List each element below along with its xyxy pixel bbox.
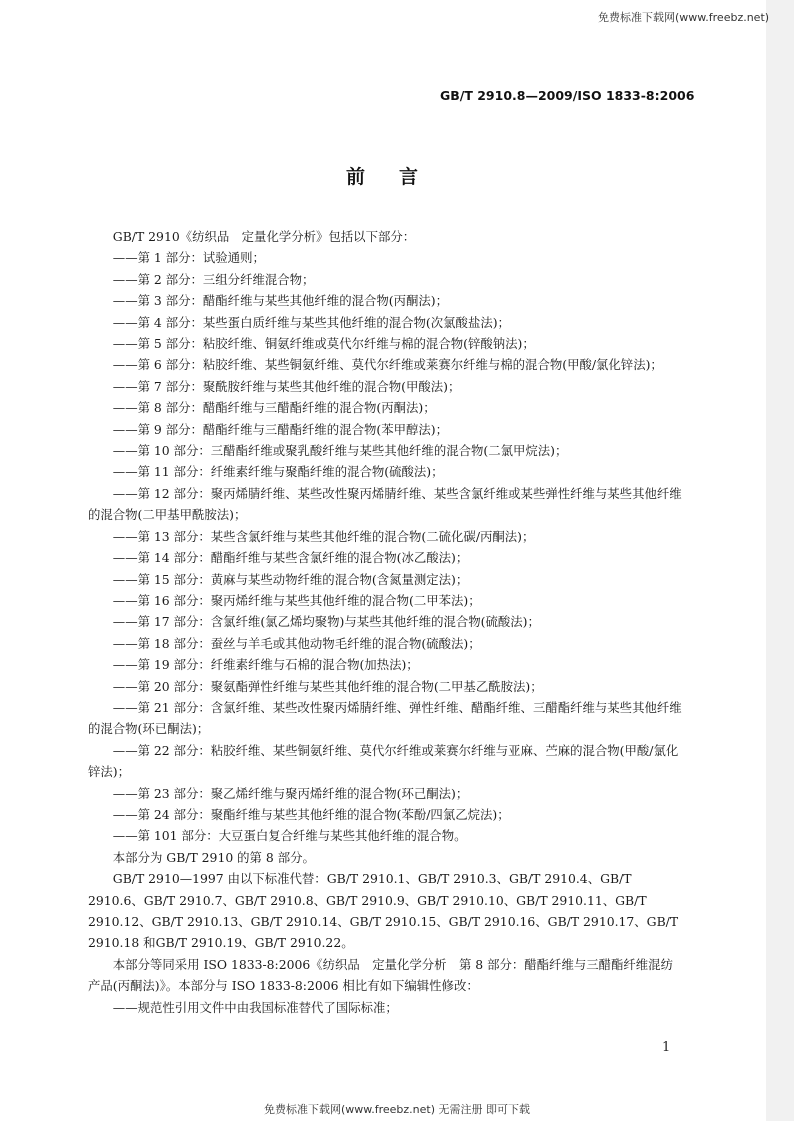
list-item: ——第 2 部分：三组分纤维混合物； <box>112 271 315 287</box>
list-item: ——第 101 部分：大豆蛋白复合纤维与某些其他纤维的混合物。 <box>112 828 467 844</box>
list-item: ——第 17 部分：含氯纤维(氯乙烯均聚物)与某些其他纤维的混合物(硫酸法)； <box>112 614 540 630</box>
watermark-bottom: 免费标准下载网(www.freebz.net) 无需注册 即可下载 <box>263 1103 531 1116</box>
page-title: 前言 <box>345 166 452 188</box>
replaces-paragraph: GB/T 2910—1997 由以下标准代替：GB/T 2910.1、GB/T 2910.3、GB/T 2910.4、GB/T 2910.6、GB/T 2910.7、GB/T 2910.8、GB/T 2910.9、GB/T 2910.10、GB/T 2910.11、GB/T 2910.12、GB/T 2910.13、GB/T 2910.14、GB/T 2910.15、GB/T 2910.16、GB/T 2910.17、GB/T 2910.18 和GB/T 2910.19、GB/T 2910.22。 <box>88 871 679 951</box>
foreword-body <box>88 226 682 1018</box>
modification-item: ——规范性引用文件中由我国标准替代了国际标准； <box>112 999 398 1015</box>
list-item: ——第 12 部分：聚丙烯腈纤维、某些改性聚丙烯腈纤维、某些含氯纤维或某些弹性纤维与某些其他纤维的混合物(二甲基甲酰胺法)； <box>88 485 682 523</box>
list-item: ——第 11 部分：纤维素纤维与聚酯纤维的混合物(硫酸法)； <box>112 464 444 480</box>
list-item: ——第 13 部分：某些含氯纤维与某些其他纤维的混合物(二硫化碳/丙酮法)； <box>112 528 535 544</box>
list-item: ——第 9 部分：醋酯纤维与三醋酯纤维的混合物(苯甲醇法)； <box>112 421 448 437</box>
scan-edge-strip <box>766 0 794 1121</box>
watermark-top: 免费标准下载网(www.freebz.net) <box>598 11 770 24</box>
adoption-paragraph: 本部分等同采用 ISO 1833-8:2006《纺织品 定量化学分析 第 8 部分：醋酯纤维与三醋酯纤维混纺产品(丙酮法)》。本部分与 ISO 1833-8:2006 相比有如下编辑性修改： <box>88 956 673 994</box>
standard-number: GB/T 2910.8—2009/ISO 1833-8:2006 <box>440 88 695 103</box>
list-item: ——第 15 部分：黄麻与某些动物纤维的混合物(含氮量测定法)； <box>112 571 469 587</box>
list-item: ——第 5 部分：粘胶纤维、铜氨纤维或莫代尔纤维与棉的混合物(锌酸钠法)； <box>112 336 535 352</box>
list-item: ——第 18 部分：蚕丝与羊毛或其他动物毛纤维的混合物(硫酸法)； <box>112 635 481 651</box>
list-item: ——第 16 部分：聚丙烯纤维与某些其他纤维的混合物(二甲苯法)； <box>112 592 481 608</box>
list-item: ——第 1 部分：试验通则； <box>112 250 265 266</box>
intro-paragraph: GB/T 2910《纺织品 定量化学分析》包括以下部分： <box>112 229 416 244</box>
list-item: ——第 4 部分：某些蛋白质纤维与某些其他纤维的混合物(次氯酸盐法)； <box>112 314 510 330</box>
list-item: ——第 3 部分：醋酯纤维与某些其他纤维的混合物(丙酮法)； <box>112 293 448 309</box>
list-item: ——第 7 部分：聚酰胺纤维与某些其他纤维的混合物(甲酸法)； <box>112 378 461 394</box>
list-item: ——第 19 部分：纤维素纤维与石棉的混合物(加热法)； <box>112 657 419 673</box>
list-item: ——第 10 部分：三醋酯纤维或聚乳酸纤维与某些其他纤维的混合物(二氯甲烷法)； <box>112 443 568 459</box>
page-number: 1 <box>662 1040 671 1055</box>
list-item: ——第 21 部分：含氯纤维、某些改性聚丙烯腈纤维、弹性纤维、醋酯纤维、三醋酯纤维与某些其他纤维的混合物(环已酮法)； <box>88 699 682 737</box>
parts-list <box>88 247 682 846</box>
list-item: ——第 24 部分：聚酯纤维与某些其他纤维的混合物(苯酚/四氯乙烷法)； <box>112 806 510 822</box>
list-item: ——第 23 部分：聚乙烯纤维与聚丙烯纤维的混合物(环己酮法)； <box>112 785 469 801</box>
list-item: ——第 6 部分：粘胶纤维、某些铜氨纤维、莫代尔纤维或莱赛尔纤维与棉的混合物(甲酸/氯化锌法)； <box>112 357 663 373</box>
list-item: ——第 8 部分：醋酯纤维与三醋酯纤维的混合物(丙酮法)； <box>112 400 436 416</box>
list-item: ——第 20 部分：聚氨酯弹性纤维与某些其他纤维的混合物(二甲基乙酰胺法)； <box>112 678 543 694</box>
part-statement: 本部分为 GB/T 2910 的第 8 部分。 <box>112 849 315 865</box>
list-item: ——第 14 部分：醋酯纤维与某些含氯纤维的混合物(冰乙酸法)； <box>112 550 469 566</box>
list-item: ——第 22 部分：粘胶纤维、某些铜氨纤维、莫代尔纤维或莱赛尔纤维与亚麻、苎麻的混合物(甲酸/氯化锌法)； <box>88 742 679 780</box>
